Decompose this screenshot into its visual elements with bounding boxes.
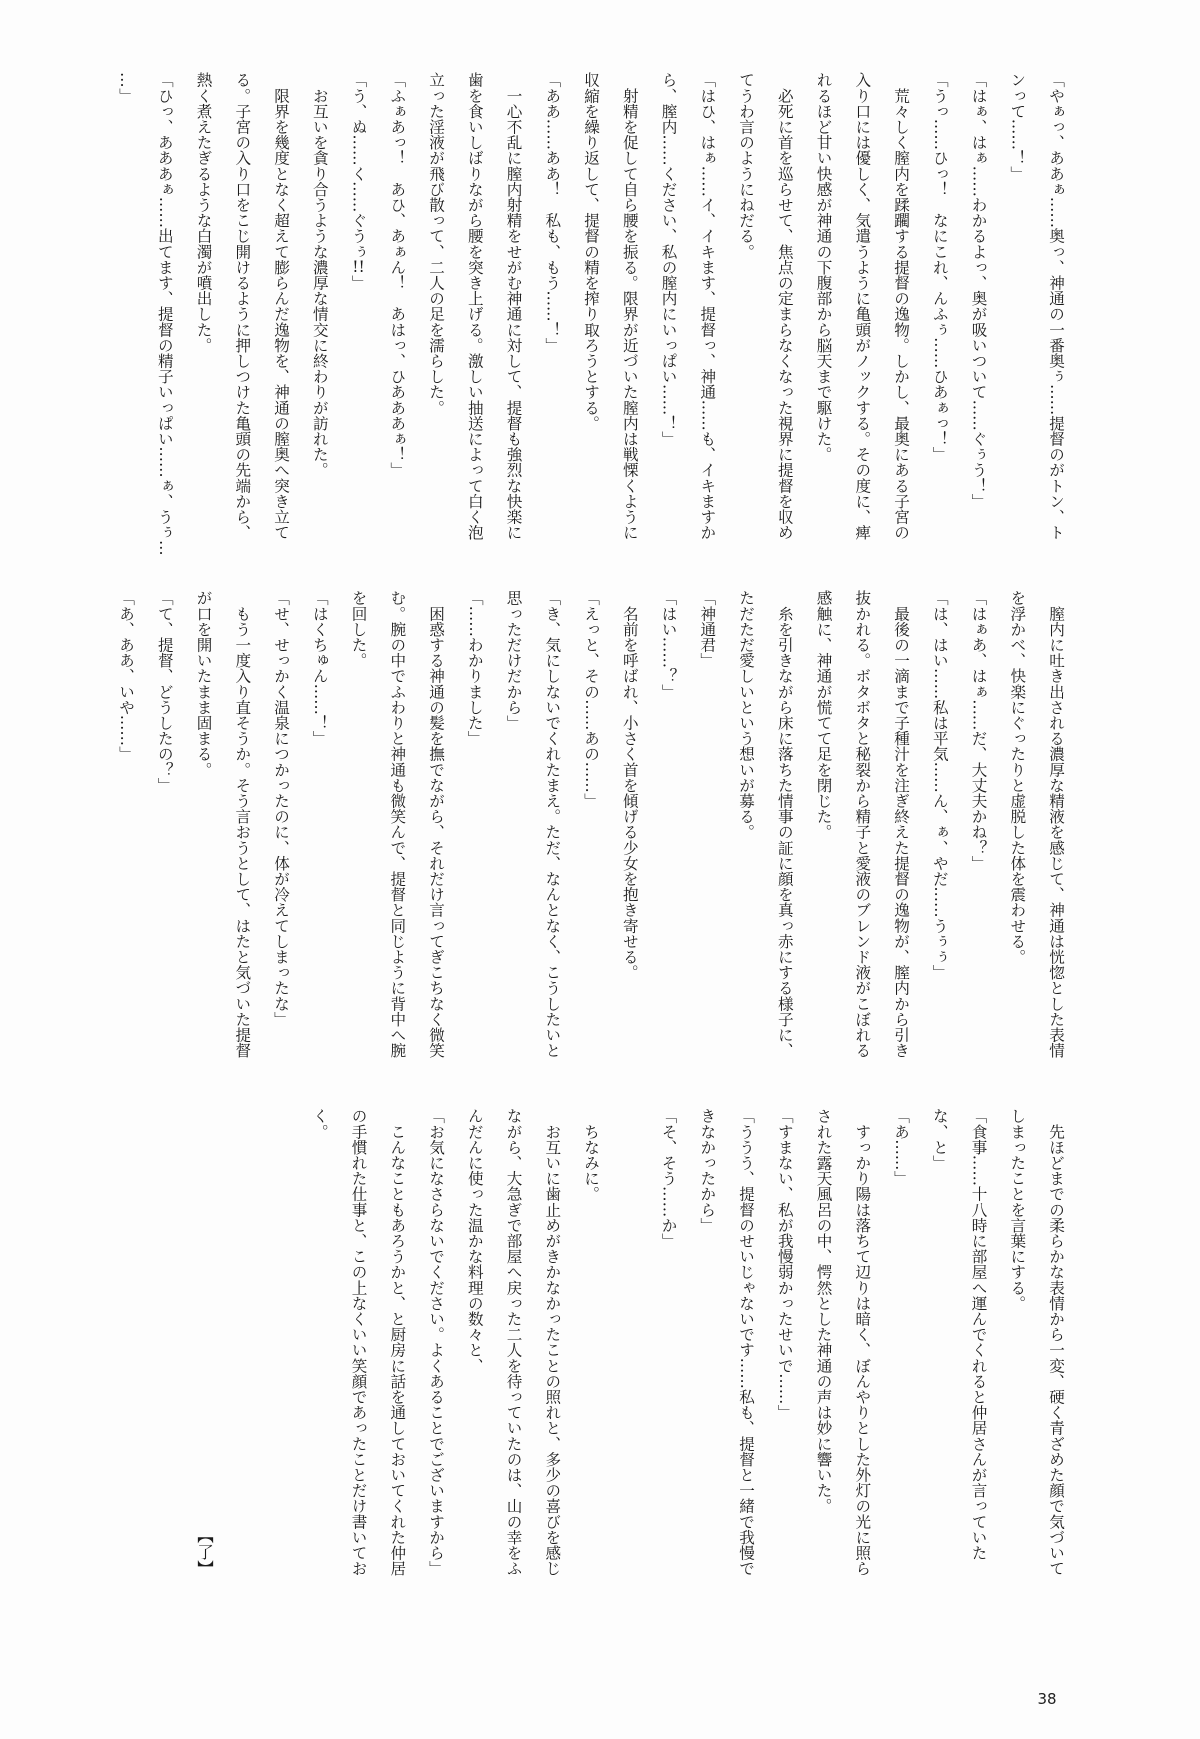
text-line: 「はい……？」 <box>659 590 678 700</box>
text-line: んだんに使った温かな料理の数々と、 <box>465 1108 484 1374</box>
text-line: された露天風呂の中、愕然とした神通の声は妙に響いた。 <box>814 1108 833 1514</box>
text-line: 限界を幾度となく超えて膨らんだ逸物を、神通の膣奥へ突き立て <box>272 72 290 540</box>
text-line: 「お気になさらないでください。よくあることでございますから」 <box>427 1108 445 1576</box>
text-line: 「うっ……ひっ！ なにこれ、んふぅ……ひあぁっ！」 <box>930 72 949 462</box>
end-mark: 【了】 <box>194 1526 214 1576</box>
text-line: 射精を促して自ら腰を振る。限界が近づいた膣内は戦慄くように <box>620 72 639 540</box>
text-line: ンって……！」 <box>1008 72 1027 182</box>
text-line: 「はひ、はぁ……イ、イキます、提督っ、神通……も、イキますか <box>698 72 717 540</box>
text-line: を浮かべ、快楽にぐったりと虚脱した体を震わせる。 <box>1008 590 1027 965</box>
text-line: る。子宮の入り口をこじ開けるように押しつけた亀頭の先端から、 <box>233 72 252 540</box>
tate-chu-yoko: !! <box>352 259 365 275</box>
text-tier-middle <box>106 590 1075 1058</box>
text-line: 「せ、せっかく温泉につかったのに、体が冷えてしまったな」 <box>272 590 290 1027</box>
text-line: きなかったから」 <box>698 1108 717 1233</box>
text-line: の手慣れた仕事と、この上なくいい笑顔であったことだけ書いてお <box>349 1108 368 1576</box>
text-line: 「はぁ、はぁ……わかるよっ、奥が吸いついて……ぐぅう！」 <box>969 72 988 509</box>
text-line: 「すまない、私が我慢弱かったせいで……」 <box>775 1108 794 1420</box>
text-line: …」 <box>117 72 135 104</box>
text-line: てうわ言のようにねだる。 <box>737 72 755 260</box>
text-line: 「あ……」 <box>892 1108 910 1186</box>
text-line: 「き、気にしないでくれたまえ。ただ、なんとなく、こうしたいと <box>543 590 562 1058</box>
text-line: 荒々しく膣内を蹂躙する提督の逸物。しかし、最奥にある子宮の <box>892 72 910 540</box>
text-line: 歯を食いしばりながら腰を突き上げる。激しい抽送によって白く泡 <box>465 72 484 540</box>
text-line: 「神通君」 <box>698 590 717 668</box>
text-line: 抜かれる。ボタボタと秘裂から精子と愛液のブレンド液がこぼれる <box>853 590 872 1058</box>
text-line: 糸を引きながら床に落ちた情事の証に顔を真っ赤にする様子に、 <box>775 590 794 1058</box>
text-line: 「ああ……ああ！ 私も、もう……！」 <box>543 72 562 353</box>
text-line: 「あ、ああ、いや……」 <box>117 590 135 762</box>
page-number: 38 <box>1037 1690 1057 1708</box>
text-line: 「ううう、提督のせいじゃないです……私も、提督と一緒で我慢で <box>737 1108 755 1576</box>
text-line: 必死に首を巡らせて、焦点の定まらなくなった視界に提督を収め <box>775 72 794 540</box>
text-line: 「う、ぬ……く……ぐうぅ!!」 <box>349 72 368 291</box>
text-line: 感触に、神通が慌てて足を閉じた。 <box>814 590 833 840</box>
text-line: 膣内に吐き出される濃厚な精液を感じて、神通は恍惚とした表情 <box>1047 590 1065 1058</box>
text-line: 「ひっ、あああぁ……出てます、提督の精子いっぱい……ぁ、うぅ… <box>155 72 174 556</box>
text-line: 「ふぁあっ！ あひ、あぁん！ あはっ、ひあああぁ！」 <box>388 72 407 478</box>
text-line: が口を開いたまま固まる。 <box>194 590 213 778</box>
text-line: な、と」 <box>930 1108 949 1171</box>
text-line: ちなみに。 <box>582 1108 600 1202</box>
text-line: 「食事……十八時に部屋へ運んでくれると仲居さんが言っていた <box>969 1108 988 1561</box>
text-line: む。腕の中でふわりと神通も微笑んで、提督と同じように背中へ腕 <box>388 590 407 1058</box>
text-line: こんなこともあろうかと、と厨房に話を通しておいてくれた仲居 <box>388 1108 407 1576</box>
text-line: 思っただけだから」 <box>504 590 523 731</box>
text-line <box>610 1108 649 1576</box>
text-line: 「は、はい……私は平気……ん、ぁ、やだ……うぅぅ」 <box>930 590 949 980</box>
text-line: もう一度入り直そうか。そう言おうとして、はたと気づいた提督 <box>233 590 252 1058</box>
text-line: 困惑する神通の髪を撫でながら、それだけ言ってぎこちなく微笑 <box>427 590 445 1058</box>
text-line: ながら、大急ぎで部屋へ戻った二人を待っていたのは、山の幸をふ <box>504 1108 523 1576</box>
text-line: 最後の一滴まで子種汁を注ぎ終えた提督の逸物が、膣内から引き <box>892 590 910 1058</box>
text-line <box>223 1108 262 1576</box>
text-line: 「……わかりました」 <box>465 590 484 746</box>
text-line: を回した。 <box>349 590 368 668</box>
text-line: お互いを貪り合うような濃厚な情交に終わりが訪れた。 <box>310 72 329 478</box>
text-line: しまったことを言葉にする。 <box>1008 1108 1027 1311</box>
text-line: 「はぁあ、はぁ……だ、大丈夫かね？」 <box>969 590 988 871</box>
text-line: れるほど甘い快感が神通の下腹部から脳天まで駆けた。 <box>814 72 833 462</box>
text-line: ただただ愛しいという想いが募る。 <box>737 590 755 840</box>
text-line: 「やぁっ、ああぁ……奥っ、神通の一番奥ぅ……提督のがトン、ト <box>1047 72 1065 540</box>
text-line <box>261 1108 300 1576</box>
text-line: 「えっと、その……あの……」 <box>582 590 600 809</box>
text-line: 収縮を繰り返して、提督の精を搾り取ろうとする。 <box>582 72 600 431</box>
text-line: 名前を呼ばれ、小さく首を傾げる少女を抱き寄せる。 <box>620 590 639 980</box>
text-line: く。 <box>310 1108 329 1140</box>
text-line: 「そ、そう……か」 <box>659 1108 678 1249</box>
text-line: 入り口には優しく、気遣うように亀頭がノックする。その度に、痺 <box>853 72 872 540</box>
text-line: 「て、提督、どうしたの？」 <box>155 590 174 793</box>
text-line: 「はくちゅん……！」 <box>310 590 329 746</box>
text-line: ら、膣内……ください、私の膣内にいっぱい……！」 <box>659 72 678 447</box>
text-line: 先ほどまでの柔らかな表情から一変、硬く青ざめた顔で気づいて <box>1047 1108 1065 1576</box>
text-line: お互いに歯止めがきかなかったことの照れと、多少の喜びを感じ <box>543 1108 562 1576</box>
text-line: 立った淫液が飛び散って、二人の足を濡らした。 <box>427 72 445 416</box>
text-line: 熱く煮えたぎるような白濁が噴出した。 <box>194 72 213 353</box>
text-tier-top <box>106 72 1075 556</box>
text-line: 一心不乱に膣内射精をせがむ神通に対して、提督も強烈な快楽に <box>504 72 523 540</box>
text-tier-bottom <box>106 1108 1075 1576</box>
text-line: すっかり陽は落ちて辺りは暗く、ぼんやりとした外灯の光に照ら <box>853 1108 872 1576</box>
